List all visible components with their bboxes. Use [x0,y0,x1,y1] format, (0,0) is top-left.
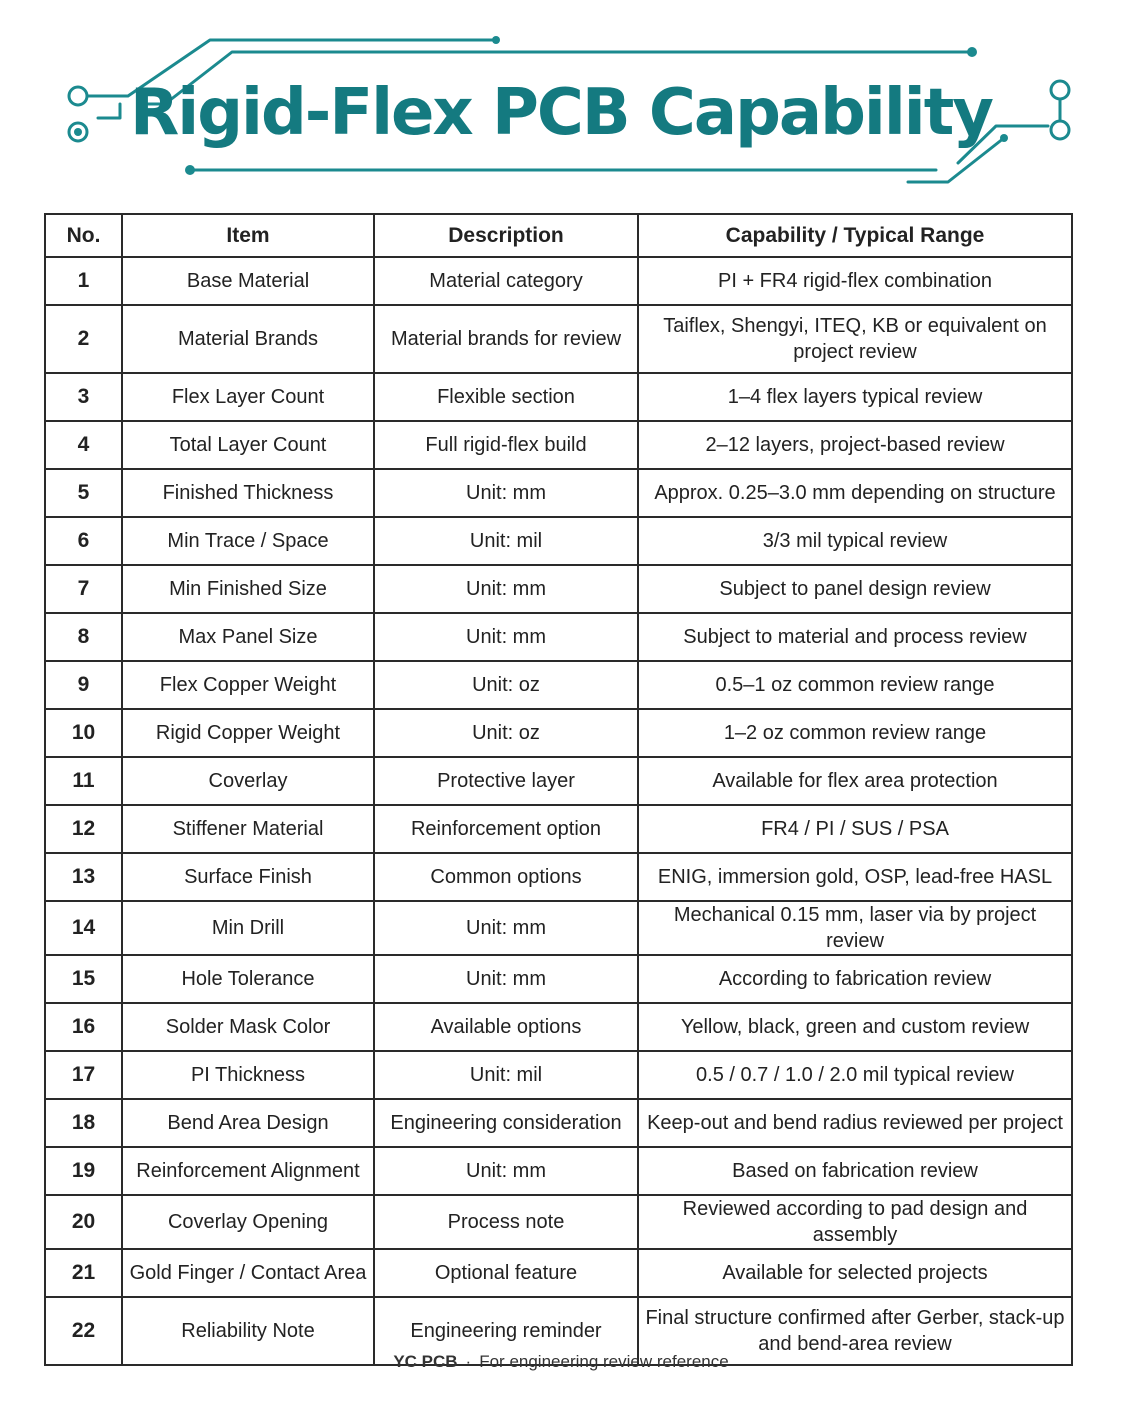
row-number: 18 [45,1099,122,1147]
row-number: 10 [45,709,122,757]
row-number: 14 [45,901,122,955]
table-row [45,1249,1072,1297]
row-item: Coverlay Opening [122,1195,374,1249]
row-number: 16 [45,1003,122,1051]
row-capability: 0.5–1 oz common review range [638,661,1072,709]
table-row [45,373,1072,421]
row-number: 15 [45,955,122,1003]
table-row [45,1099,1072,1147]
table-row [45,421,1072,469]
row-item: Max Panel Size [122,613,374,661]
capability-table-container [44,213,1071,1366]
table-row [45,1195,1072,1249]
row-description: Unit: mm [374,955,638,1003]
column-header-no: No. [45,214,122,257]
row-item: Reinforcement Alignment [122,1147,374,1195]
row-number: 9 [45,661,122,709]
row-number: 6 [45,517,122,565]
row-capability: 0.5 / 0.7 / 1.0 / 2.0 mil typical review [638,1051,1072,1099]
header [0,0,1122,200]
row-number: 22 [45,1297,122,1365]
row-number: 19 [45,1147,122,1195]
row-item: Solder Mask Color [122,1003,374,1051]
row-item: Bend Area Design [122,1099,374,1147]
row-capability: Available for flex area protection [638,757,1072,805]
table-row [45,257,1072,305]
row-capability: PI + FR4 rigid-flex combination [638,257,1072,305]
row-item: Flex Layer Count [122,373,374,421]
page-title: Rigid-Flex PCB Capability [130,76,992,150]
row-capability: Based on fabrication review [638,1147,1072,1195]
row-item: Surface Finish [122,853,374,901]
row-description: Unit: oz [374,661,638,709]
footer [0,1350,1122,1374]
row-capability: Yellow, black, green and custom review [638,1003,1072,1051]
row-number: 5 [45,469,122,517]
row-description: Unit: mm [374,901,638,955]
row-description: Engineering reminder [374,1297,638,1365]
row-capability: ENIG, immersion gold, OSP, lead-free HASL [638,853,1072,901]
column-header-description: Description [374,214,638,257]
row-capability: 1–2 oz common review range [638,709,1072,757]
row-number: 21 [45,1249,122,1297]
row-item: Reliability Note [122,1297,374,1365]
table-row [45,305,1072,373]
table-row [45,469,1072,517]
column-header-item: Item [122,214,374,257]
row-description: Optional feature [374,1249,638,1297]
row-item: Coverlay [122,757,374,805]
table-row [45,1003,1072,1051]
row-description: Unit: mm [374,565,638,613]
capability-table [44,213,1073,1366]
row-description: Material brands for review [374,305,638,373]
row-capability: Approx. 0.25–3.0 mm depending on structure [638,469,1072,517]
row-capability: 3/3 mil typical review [638,517,1072,565]
row-description: Unit: mm [374,613,638,661]
row-item: Base Material [122,257,374,305]
table-row [45,613,1072,661]
table-row [45,565,1072,613]
row-capability: FR4 / PI / SUS / PSA [638,805,1072,853]
row-number: 13 [45,853,122,901]
row-capability: 2–12 layers, project-based review [638,421,1072,469]
row-description: Flexible section [374,373,638,421]
table-row [45,1147,1072,1195]
row-item: Min Finished Size [122,565,374,613]
row-capability: According to fabrication review [638,955,1072,1003]
row-item: Flex Copper Weight [122,661,374,709]
row-number: 3 [45,373,122,421]
row-description: Material category [374,257,638,305]
table-row [45,757,1072,805]
table-row [45,661,1072,709]
row-number: 20 [45,1195,122,1249]
row-number: 4 [45,421,122,469]
row-description: Process note [374,1195,638,1249]
row-capability: Mechanical 0.15 mm, laser via by project review [638,901,1072,955]
row-description: Unit: mil [374,517,638,565]
row-description: Unit: mil [374,1051,638,1099]
footer-separator: · [465,1352,472,1371]
table-row [45,901,1072,955]
table-row [45,853,1072,901]
row-capability: Available for selected projects [638,1249,1072,1297]
row-item: Rigid Copper Weight [122,709,374,757]
row-description: Unit: mm [374,1147,638,1195]
row-description: Unit: mm [374,469,638,517]
table-row [45,805,1072,853]
row-number: 12 [45,805,122,853]
row-number: 8 [45,613,122,661]
row-description: Reinforcement option [374,805,638,853]
table-body [45,257,1072,1365]
row-item: Hole Tolerance [122,955,374,1003]
row-item: Total Layer Count [122,421,374,469]
row-number: 17 [45,1051,122,1099]
row-description: Engineering consideration [374,1099,638,1147]
row-capability: Keep-out and bend radius reviewed per project [638,1099,1072,1147]
row-description: Available options [374,1003,638,1051]
table-row [45,709,1072,757]
row-capability: Taiflex, Shengyi, ITEQ, KB or equivalent on project review [638,305,1072,373]
row-description: Protective layer [374,757,638,805]
row-number: 11 [45,757,122,805]
column-header-capability: Capability / Typical Range [638,214,1072,257]
row-description: Common options [374,853,638,901]
row-capability: Subject to material and process review [638,613,1072,661]
table-row [45,517,1072,565]
row-number: 2 [45,305,122,373]
row-item: Gold Finger / Contact Area [122,1249,374,1297]
row-item: Finished Thickness [122,469,374,517]
row-capability: Subject to panel design review [638,565,1072,613]
row-capability: Final structure confirmed after Gerber, stack-up and bend-area review [638,1297,1072,1365]
row-item: PI Thickness [122,1051,374,1099]
row-item: Min Drill [122,901,374,955]
row-description: Full rigid-flex build [374,421,638,469]
row-description: Unit: oz [374,709,638,757]
row-capability: 1–4 flex layers typical review [638,373,1072,421]
footer-brand: YC PCB [393,1352,458,1371]
row-item: Stiffener Material [122,805,374,853]
row-item: Material Brands [122,305,374,373]
table-header-row [45,214,1072,257]
row-number: 1 [45,257,122,305]
row-item: Min Trace / Space [122,517,374,565]
footer-note: For engineering review reference [479,1352,729,1371]
row-capability: Reviewed according to pad design and assembly [638,1195,1072,1249]
table-row [45,1051,1072,1099]
row-number: 7 [45,565,122,613]
table-row [45,955,1072,1003]
